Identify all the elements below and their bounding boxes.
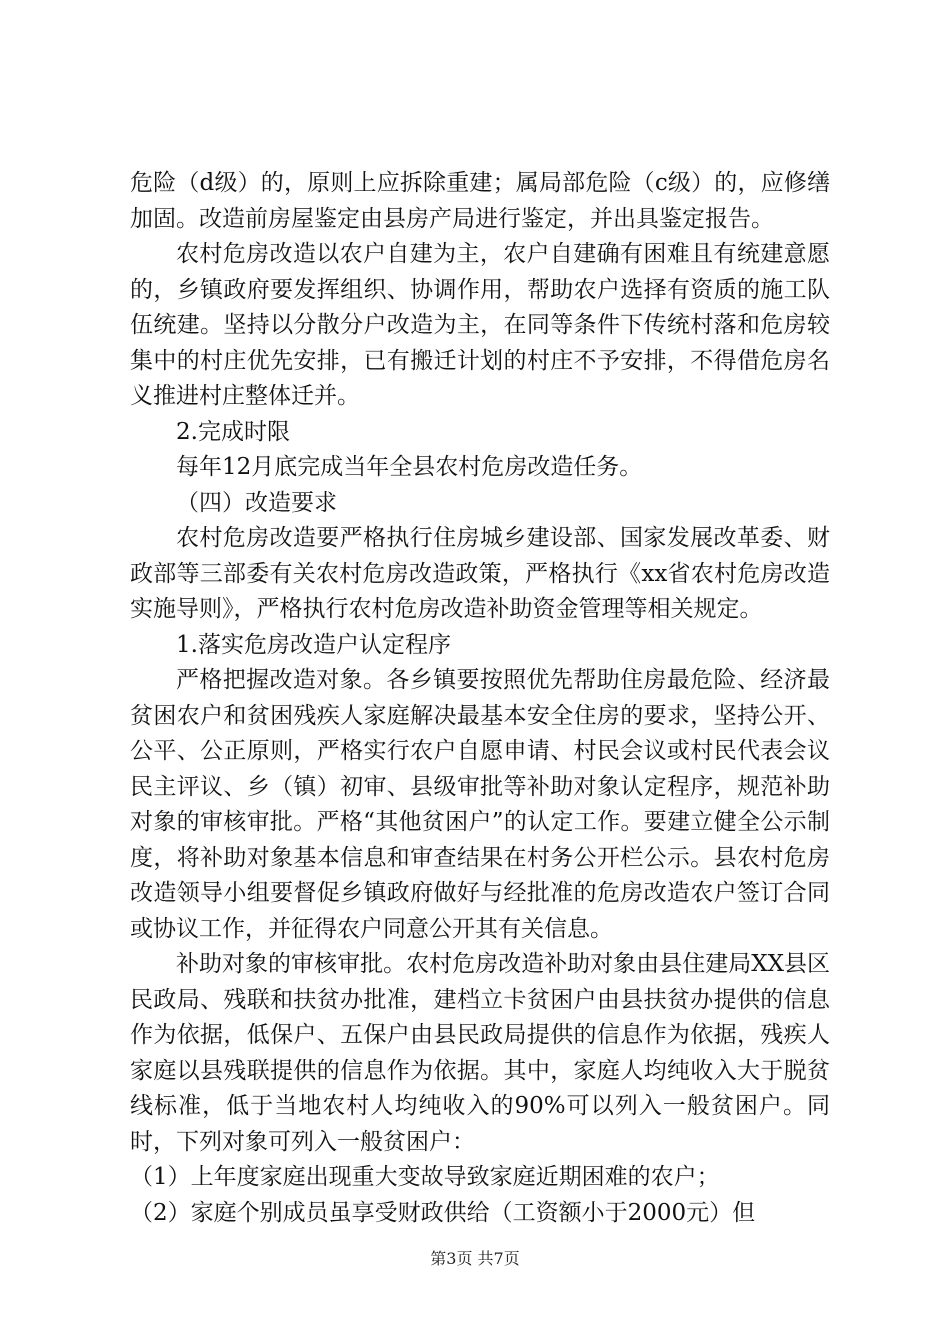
paragraph-3: 每年12月底完成当年全县农村危房改造任务。 bbox=[176, 454, 643, 480]
heading-completion-deadline: 2.完成时限 bbox=[176, 418, 290, 445]
paragraph-2: 农村危房改造以农户自建为主，农户自建确有困难且有统建意愿的，乡镇政府要发挥组织、协调作用，帮助农户选择有资质的施工队伍统建。坚持以分散分户改造为主，在同等条件下传统村落和危房较集中的村庄优先安排，已有搬迁计划的村庄不予安排，不得借危房名义推进村庄整体迁并。 bbox=[130, 241, 830, 409]
paragraph-5: 严格把握改造对象。各乡镇要按照优先帮助住房最危险、经济最贫困农户和贫困残疾人家庭解决最基本安全住房的要求，坚持公开、公平、公正原则，严格实行农户自愿申请、村民会议或村民代表会议民主评议、乡（镇）初审、县级审批等补助对象认定程序，规范补助对象的审核审批。严格“其他贫困户”的认定工作。要建立健全公示制度，将补助对象基本信息和审查结果在村务公开栏公示。县农村危房改造领导小组要督促乡镇政府做好与经批准的危房改造农户签订合同或协议工作，并征得农户同意公开其有关信息。 bbox=[130, 667, 830, 942]
page-footer: 第3页 共7页 bbox=[430, 1249, 520, 1268]
heading-identification-procedure: 1.落实危房改造户认定程序 bbox=[176, 631, 451, 658]
list-item-1: （1）上年度家庭出现重大变故导致家庭近期困难的农户； bbox=[130, 1164, 720, 1190]
paragraph-1: 危险（d级）的，原则上应拆除重建；属局部危险（c级）的，应修缮加固。改造前房屋鉴定由县房产局进行鉴定，并出具鉴定报告。 bbox=[130, 170, 830, 232]
paragraph-6: 补助对象的审核审批。农村危房改造补助对象由县住建局XX县区民政局、残联和扶贫办批准，建档立卡贫困户由县扶贫办提供的信息作为依据，低保户、五保户由县民政局提供的信息作为依据，残疾人家庭以县残联提供的信息作为依据。其中，家庭人均纯收入大于脱贫线标准，低于当地农村人均纯收入的90%可以列入一般贫困户。同时，下列对象可列入一般贫困户： bbox=[130, 951, 830, 1155]
heading-renovation-requirements: （四）改造要求 bbox=[176, 489, 337, 516]
list-item-2: （2）家庭个别成员虽享受财政供给（工资额小于2000元）但 bbox=[130, 1199, 756, 1226]
body-text bbox=[130, 166, 830, 1231]
paragraph-4: 农村危房改造要严格执行住房城乡建设部、国家发展改革委、财政部等三部委有关农村危房改造政策，严格执行《xx省农村危房改造实施导则》，严格执行农村危房改造补助资金管理等相关规定。 bbox=[130, 525, 830, 622]
